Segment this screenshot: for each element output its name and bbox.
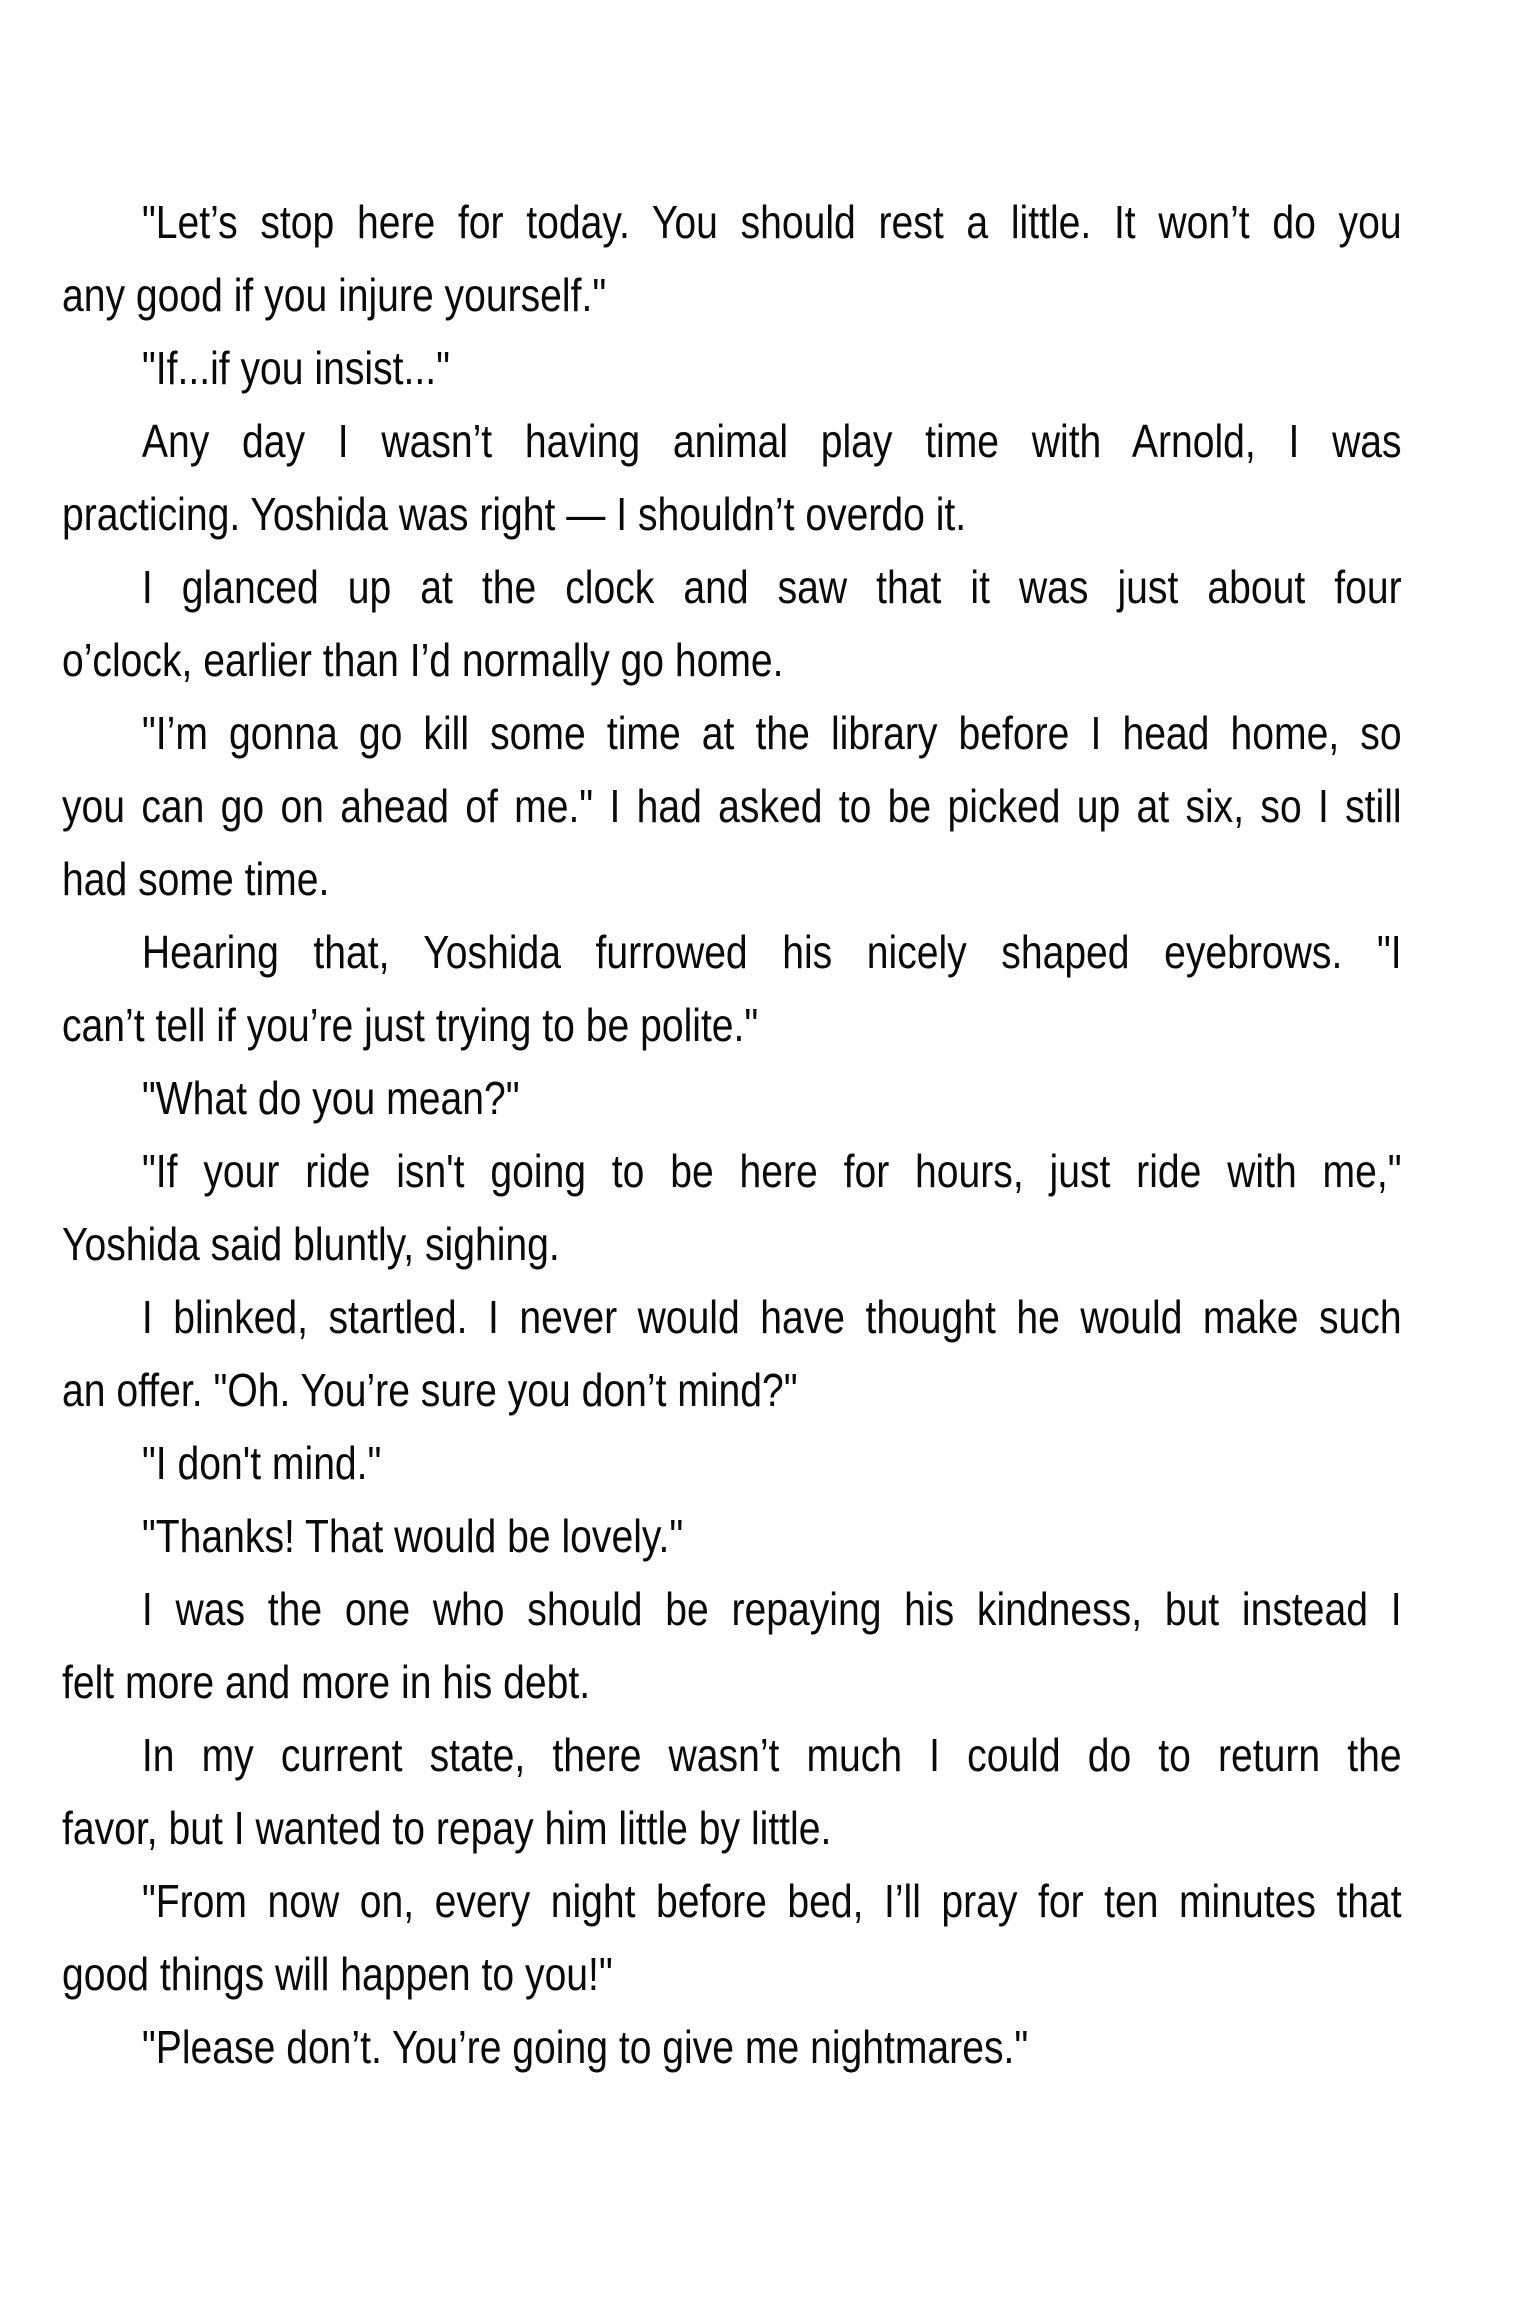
- text-line: can’t tell if you’re just trying to be polite.": [62, 999, 759, 1051]
- text-line: "Please don’t. You’re going to give me nightmares.": [141, 2021, 1029, 2073]
- text-line: good things will happen to you!": [62, 1948, 613, 2000]
- text-line: "Thanks! That would be lovely.": [141, 1510, 684, 1562]
- text-block: [62, 186, 1402, 2084]
- text-line: Any day I wasn’t having animal play time with Arnold, I was: [141, 415, 1402, 467]
- text-line: any good if you injure yourself.": [62, 269, 607, 321]
- text-line: I was the one who should be repaying his kindness, but instead I: [141, 1583, 1402, 1635]
- text-line: In my current state, there wasn’t much I could do to return the: [141, 1729, 1402, 1781]
- text-line: practicing. Yoshida was right — I shouldn’t overdo it.: [62, 488, 967, 540]
- text-line: "From now on, every night before bed, I’ll pray for ten minutes that: [141, 1875, 1402, 1927]
- text-line: "If...if you insist...": [141, 342, 450, 394]
- text-line: "What do you mean?": [141, 1072, 520, 1124]
- text-line: favor, but I wanted to repay him little by little.: [62, 1802, 832, 1854]
- text-line: an offer. "Oh. You’re sure you don’t mind?": [62, 1364, 798, 1416]
- text-line: o’clock, earlier than I’d normally go home.: [62, 634, 784, 686]
- text-line: I glanced up at the clock and saw that it was just about four: [141, 561, 1402, 613]
- text-line: I blinked, startled. I never would have thought he would make such: [141, 1291, 1402, 1343]
- text-line: Yoshida said bluntly, sighing.: [62, 1218, 560, 1270]
- text-line: "I’m gonna go kill some time at the library before I head home, so: [141, 707, 1402, 759]
- text-line: had some time.: [62, 853, 330, 905]
- text-line: Hearing that, Yoshida furrowed his nicely shaped eyebrows. "I: [141, 926, 1402, 978]
- text-line: "Let’s stop here for today. You should rest a little. It won’t do you: [141, 196, 1402, 248]
- text-line: "If your ride isn't going to be here for hours, just ride with me,": [141, 1145, 1402, 1197]
- text-line: "I don't mind.": [141, 1437, 382, 1489]
- text-line: you can go on ahead of me." I had asked to be picked up at six, so I still: [62, 780, 1402, 832]
- text-line: felt more and more in his debt.: [62, 1656, 591, 1708]
